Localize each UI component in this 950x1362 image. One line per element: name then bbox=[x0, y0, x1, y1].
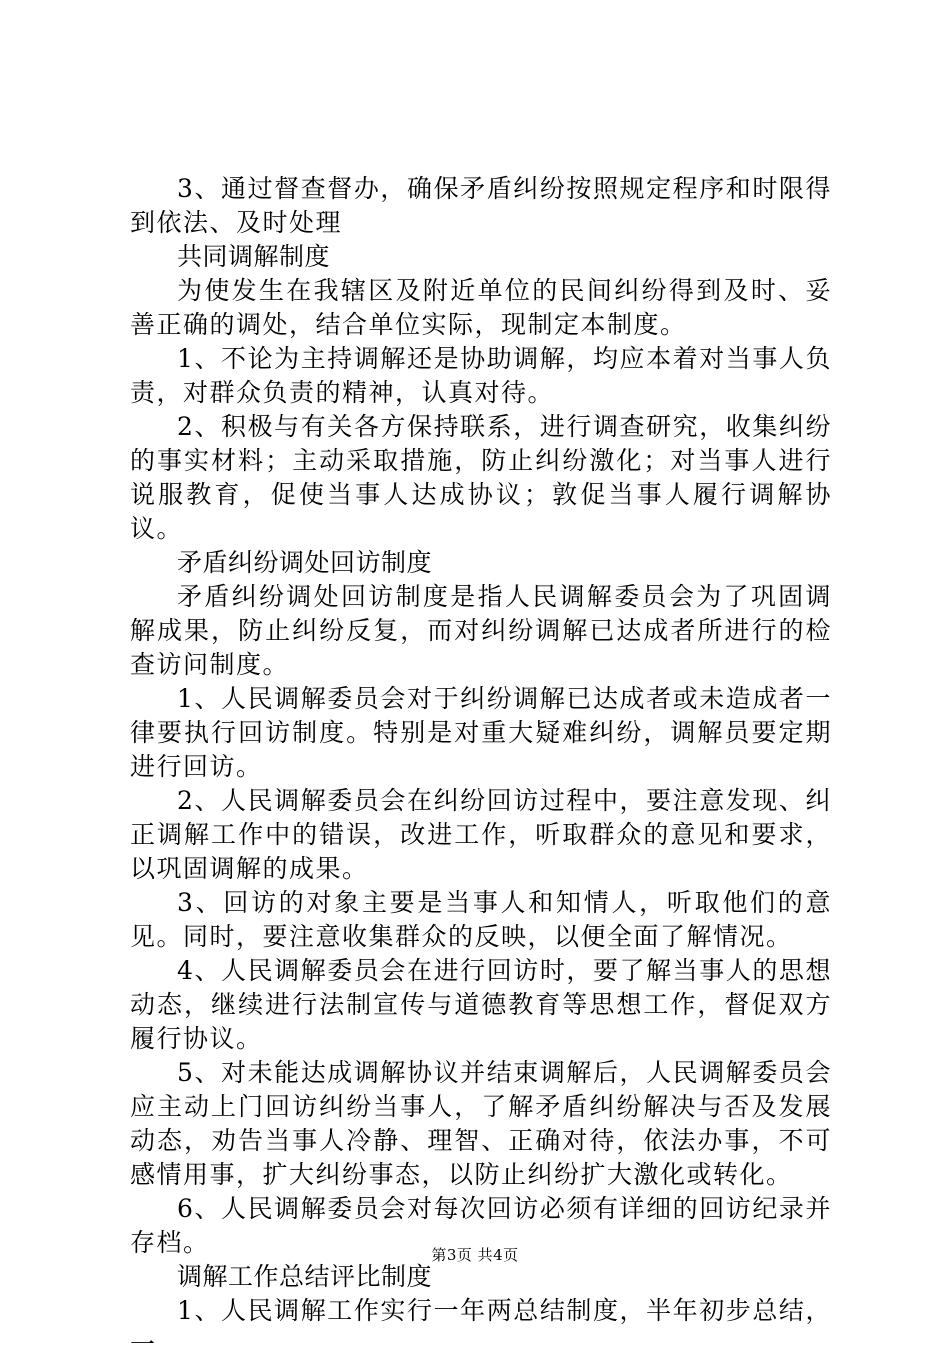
paragraph-follow-up-rule-3: 3、回访的对象主要是当事人和知情人，听取他们的意见。同时，要注意收集群众的反映，以便全面了解情况。 bbox=[130, 888, 832, 951]
paragraph-joint-mediation-rule-1: 1、不论为主持调解还是协助调解，均应本着对当事人负责，对群众负责的精神，认真对待。 bbox=[130, 344, 832, 407]
paragraph-follow-up-rule-4: 4、人民调解委员会在进行回访时，要了解当事人的思想动态，继续进行法制宣传与道德教育等思想工作，督促双方履行协议。 bbox=[130, 956, 832, 1053]
paragraph-follow-up-rule-6: 6、人民调解委员会对每次回访必须有详细的回访纪录并存档。 bbox=[130, 1194, 832, 1257]
document-body bbox=[130, 172, 832, 1362]
paragraph-supervision: 3、通过督查督办，确保矛盾纠纷按照规定程序和时限得到依法、及时处理 bbox=[130, 174, 832, 237]
section-heading-follow-up-visit: 矛盾纠纷调处回访制度 bbox=[177, 548, 433, 577]
section-heading-joint-mediation: 共同调解制度 bbox=[177, 242, 331, 271]
paragraph-follow-up-rule-2: 2、人民调解委员会在纠纷回访过程中，要注意发现、纠正调解工作中的错误，改进工作，听取群众的意见和要求，以巩固调解的成果。 bbox=[130, 786, 832, 883]
paragraph-summary-rule-1: 1、人民调解工作实行一年两总结制度，半年初步总结，一 bbox=[130, 1296, 832, 1359]
paragraph-joint-mediation-rule-2: 2、积极与有关各方保持联系，进行调查研究，收集纠纷的事实材料；主动采取措施，防止纠纷激化；对当事人进行说服教育，促使当事人达成协议；敦促当事人履行调解协议。 bbox=[130, 412, 832, 543]
paragraph-follow-up-rule-1: 1、人民调解委员会对于纠纷调解已达成者或未造成者一律要执行回访制度。特别是对重大疑难纠纷，调解员要定期进行回访。 bbox=[130, 684, 832, 781]
paragraph-follow-up-rule-5: 5、对未能达成调解协议并结束调解后，人民调解委员会应主动上门回访纠纷当事人，了解矛盾纠纷解决与否及发展动态，劝告当事人冷静、理智、正确对待，依法办事，不可感情用事，扩大纠纷事态，以防止纠纷扩大激化或转化。 bbox=[130, 1058, 832, 1189]
page-number-footer: 第3页 共4页 bbox=[431, 1246, 519, 1264]
paragraph-joint-mediation-intro: 为使发生在我辖区及附近单位的民间纠纷得到及时、妥善正确的调处，结合单位实际，现制定本制度。 bbox=[130, 276, 832, 339]
paragraph-follow-up-intro: 矛盾纠纷调处回访制度是指人民调解委员会为了巩固调解成果，防止纠纷反复，而对纠纷调解已达成者所进行的检查访问制度。 bbox=[130, 582, 832, 679]
section-heading-summary-evaluation: 调解工作总结评比制度 bbox=[177, 1262, 433, 1291]
